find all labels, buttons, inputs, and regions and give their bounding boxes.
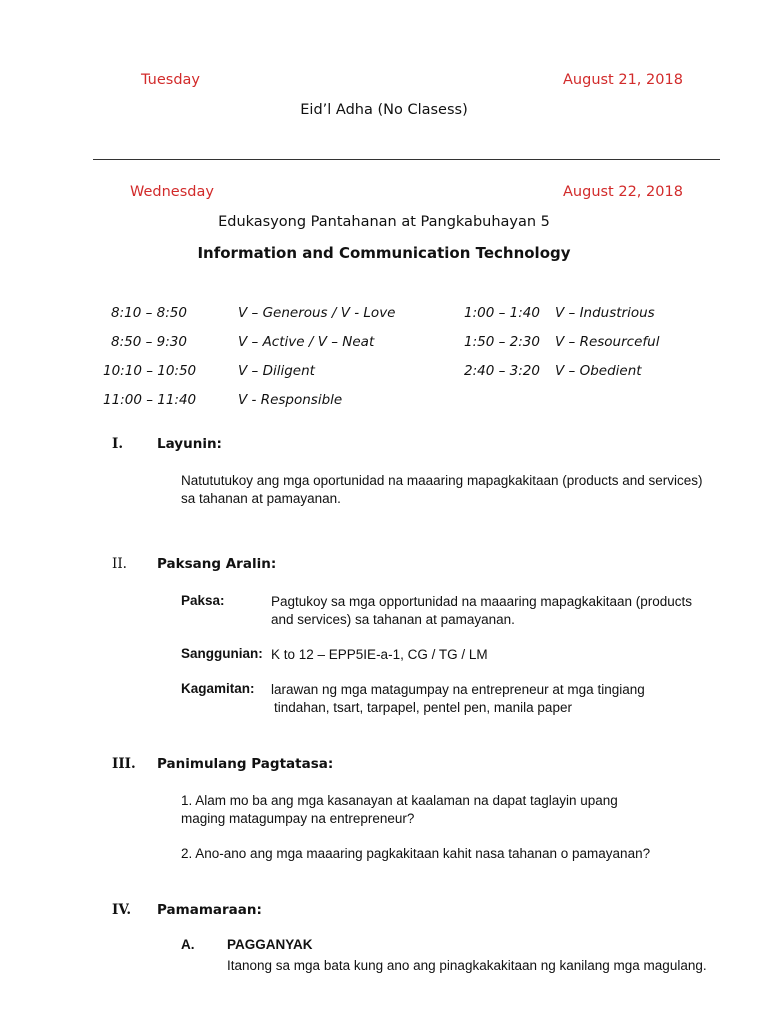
section-title-paksang-aralin: Paksang Aralin: bbox=[157, 556, 277, 572]
layunin-line: Natututukoy ang mga oportunidad na maaaring mapagkakitaan (products and services) bbox=[181, 473, 703, 488]
question-line: maging matagumpay na entrepreneur? bbox=[181, 811, 415, 826]
section-title-panimulang-pagtatasa: Panimulang Pagtatasa: bbox=[157, 756, 334, 772]
schedule-section: V – Generous / V - Love bbox=[238, 305, 396, 321]
schedule-time: 8:50 – 9:30 bbox=[111, 334, 187, 350]
schedule-section: V – Resourceful bbox=[555, 334, 660, 350]
paksa-line: and services) sa tahanan at pamayanan. bbox=[271, 612, 515, 627]
schedule-section: V – Diligent bbox=[238, 363, 315, 379]
schedule-time: 8:10 – 8:50 bbox=[111, 305, 187, 321]
kagamitan-line: larawan ng mga matagumpay na entrepreneur at mga tingiang bbox=[271, 682, 645, 697]
layunin-line: sa tahanan at pamayanan. bbox=[181, 491, 341, 506]
paksa-label: Paksa: bbox=[181, 593, 225, 608]
schedule-time: 1:50 – 2:30 bbox=[464, 334, 540, 350]
pagganyak-text: Itanong sa mga bata kung ano ang pinagkakakitaan ng kanilang mga magulang. bbox=[227, 958, 707, 973]
kagamitan-line: tindahan, tsart, tarpapel, pentel pen, manila paper bbox=[274, 700, 572, 715]
schedule-section: V - Responsible bbox=[238, 392, 343, 408]
paksa-line: Pagtukoy sa mga opportunidad na maaaring mapagkakitaan (products bbox=[271, 594, 693, 609]
subsection-title-pagganyak: PAGGANYAK bbox=[227, 937, 313, 952]
section-title-layunin: Layunin: bbox=[157, 436, 222, 452]
schedule-time: 1:00 – 1:40 bbox=[464, 305, 540, 321]
section-numeral: II. bbox=[112, 556, 127, 572]
question-line: 2. Ano-ano ang mga maaaring pagkakitaan kahit nasa tahanan o pamayanan? bbox=[181, 846, 651, 861]
kagamitan-label: Kagamitan: bbox=[181, 681, 255, 696]
divider-line bbox=[93, 159, 720, 160]
schedule-time: 10:10 – 10:50 bbox=[103, 363, 197, 379]
day-label-wednesday: Wednesday bbox=[130, 184, 214, 200]
sanggunian-value: K to 12 – EPP5IE-a-1, CG / TG / LM bbox=[271, 647, 488, 662]
section-numeral: III. bbox=[112, 756, 136, 772]
section-numeral: I. bbox=[112, 436, 124, 452]
schedule-time: 11:00 – 11:40 bbox=[103, 392, 197, 408]
subsection-letter: A. bbox=[181, 937, 195, 952]
schedule-time: 2:40 – 3:20 bbox=[464, 363, 540, 379]
day-label-tuesday: Tuesday bbox=[141, 72, 200, 88]
holiday-note: Eid’l Adha (No Clasess) bbox=[300, 102, 468, 118]
sanggunian-label: Sanggunian: bbox=[181, 646, 263, 661]
schedule-section: V – Active / V – Neat bbox=[238, 334, 375, 350]
topic-title: Information and Communication Technology bbox=[197, 244, 571, 262]
subject-title: Edukasyong Pantahanan at Pangkabuhayan 5 bbox=[218, 214, 550, 230]
question-line: 1. Alam mo ba ang mga kasanayan at kaalaman na dapat taglayin upang bbox=[181, 793, 618, 808]
section-title-pamamaraan: Pamamaraan: bbox=[157, 902, 262, 918]
schedule-section: V – Obedient bbox=[555, 363, 642, 379]
section-numeral: IV. bbox=[112, 902, 132, 918]
date-tuesday: August 21, 2018 bbox=[563, 72, 683, 88]
date-wednesday: August 22, 2018 bbox=[563, 184, 683, 200]
schedule-section: V – Industrious bbox=[555, 305, 655, 321]
